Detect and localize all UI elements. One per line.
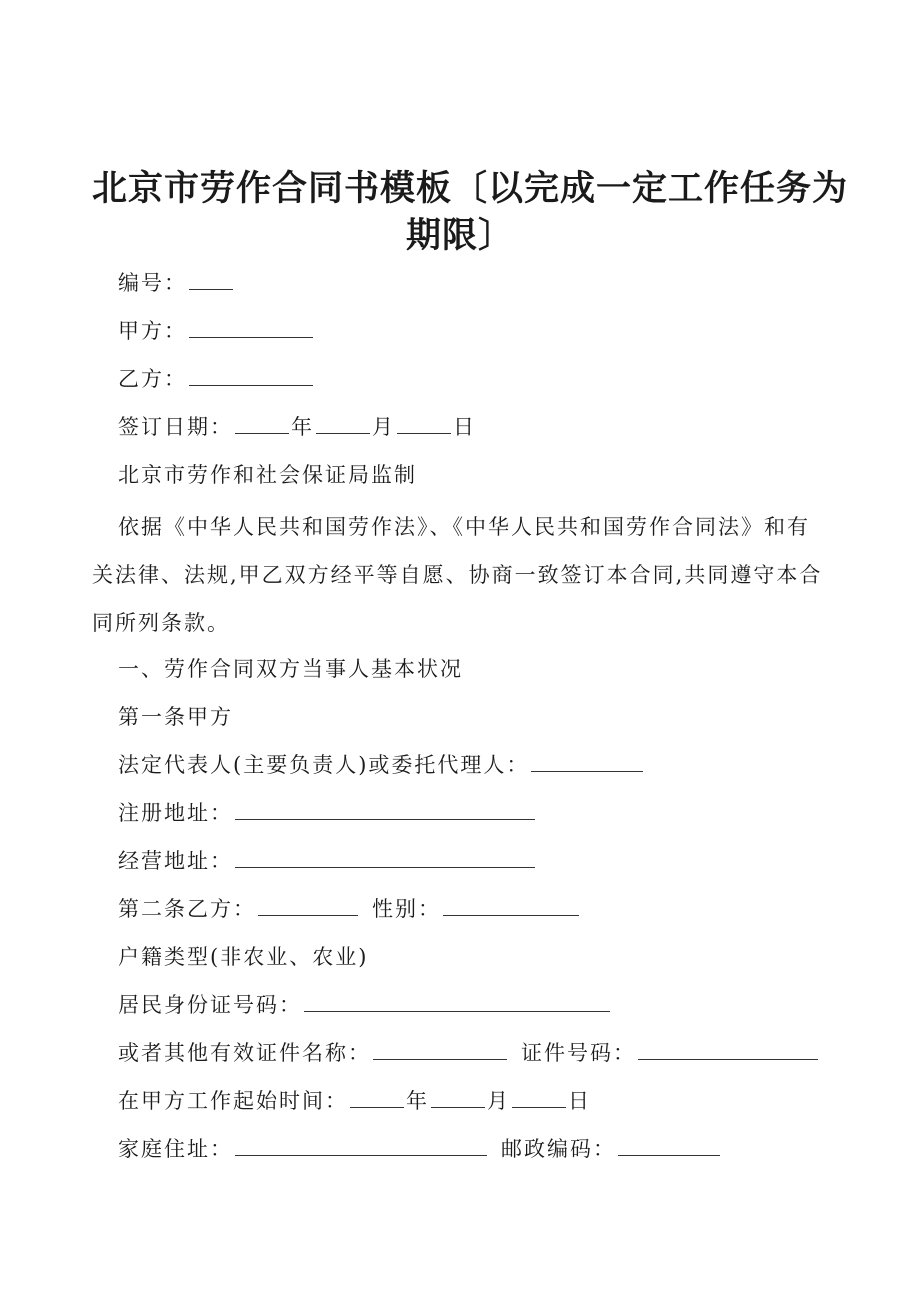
month-label: 月 [372, 415, 395, 439]
biz-address-label: 经营地址： [118, 849, 233, 873]
party-b-label: 乙方： [118, 367, 187, 391]
document-title-line-2: 期限〕 [405, 216, 514, 256]
household-type-text: 户籍类型(非农业、农业) [118, 945, 369, 969]
home-address-label: 家庭住址： [118, 1137, 233, 1161]
start-time-field [118, 1086, 591, 1116]
sign-month-blank[interactable] [316, 413, 370, 434]
party-a-label: 甲方： [118, 319, 187, 343]
sign-date-field [118, 412, 476, 442]
year-label: 年 [291, 415, 314, 439]
article-2-label: 第二条乙方： [118, 897, 256, 921]
postcode-label: 邮政编码： [501, 1137, 616, 1161]
number-label: 编号： [118, 271, 187, 295]
section-1-heading: 一、劳作合同双方当事人基本状况 [118, 657, 463, 681]
home-address-field [118, 1134, 722, 1164]
id-number-field [118, 990, 612, 1020]
start-year-blank[interactable] [350, 1087, 404, 1108]
biz-address-blank[interactable] [235, 847, 535, 868]
doc-number-label: 证件号码： [521, 1041, 636, 1065]
postcode-blank[interactable] [618, 1135, 720, 1156]
party-a-blank[interactable] [189, 317, 313, 338]
start-month-label: 月 [487, 1089, 510, 1113]
party-a-field [118, 316, 315, 346]
party-b-info-field [118, 894, 581, 924]
gender-label: 性别： [372, 897, 441, 921]
party-b-name-blank[interactable] [258, 895, 358, 916]
start-day-label: 日 [568, 1089, 591, 1113]
number-blank[interactable] [189, 269, 233, 290]
start-year-label: 年 [406, 1089, 429, 1113]
article-1-heading: 第一条甲方 [118, 705, 233, 729]
party-b-field [118, 364, 315, 394]
gender-blank[interactable] [443, 895, 579, 916]
sign-day-blank[interactable] [397, 413, 451, 434]
legal-rep-field [118, 750, 645, 780]
home-address-blank[interactable] [235, 1135, 487, 1156]
legal-rep-blank[interactable] [531, 751, 643, 772]
other-doc-field [118, 1038, 820, 1068]
legal-rep-label: 法定代表人(主要负责人)或委托代理人： [118, 753, 530, 777]
start-time-label: 在甲方工作起始时间： [118, 1089, 348, 1113]
other-doc-label: 或者其他有效证件名称： [118, 1041, 371, 1065]
start-day-blank[interactable] [512, 1087, 566, 1108]
id-number-blank[interactable] [304, 991, 610, 1012]
sign-year-blank[interactable] [235, 413, 289, 434]
doc-number-blank[interactable] [638, 1039, 818, 1060]
reg-address-blank[interactable] [235, 799, 535, 820]
preamble-paragraph: 依据《中华人民共和国劳作法》、《中华人民共和国劳作合同法》和有关法律、法规,甲乙双方经平等自愿、协商一致签订本合同,共同遵守本合同所列条款。 [92, 515, 823, 635]
start-month-blank[interactable] [431, 1087, 485, 1108]
supervisor-text: 北京市劳作和社会保证局监制 [118, 463, 417, 487]
document-title-line-1: 北京市劳作合同书模板〔以完成一定工作任务为 [92, 169, 849, 209]
id-number-label: 居民身份证号码： [118, 993, 302, 1017]
reg-address-label: 注册地址： [118, 801, 233, 825]
day-label: 日 [453, 415, 476, 439]
biz-address-field [118, 846, 537, 876]
number-field [118, 268, 235, 298]
party-b-blank[interactable] [189, 365, 313, 386]
sign-date-label: 签订日期： [118, 415, 233, 439]
other-doc-blank[interactable] [373, 1039, 507, 1060]
reg-address-field [118, 798, 537, 828]
